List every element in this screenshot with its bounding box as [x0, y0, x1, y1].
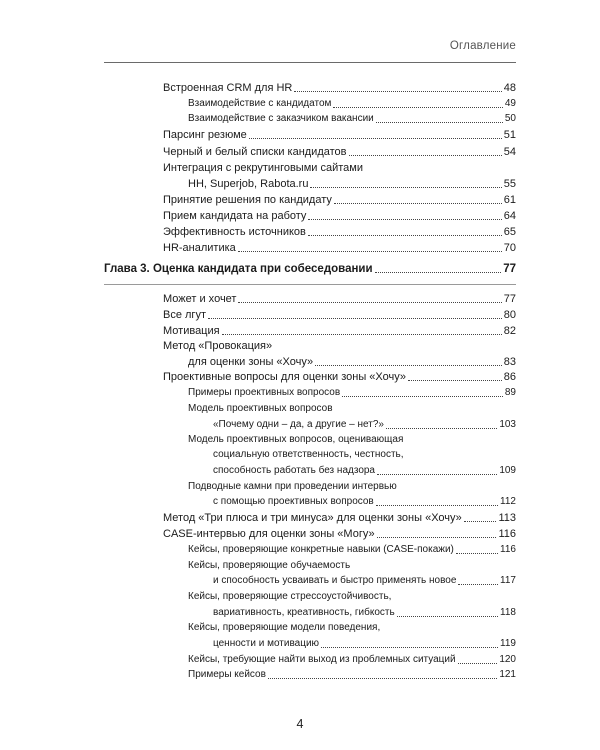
chapter-title: Глава 3. Оценка кандидата при собеседовании — [104, 263, 373, 275]
dot-leader — [333, 107, 502, 108]
toc-entry-page: 65 — [503, 226, 516, 238]
toc-entry[interactable] — [188, 177, 516, 191]
chapter-rule — [104, 284, 516, 285]
toc-entry-page: 82 — [503, 325, 516, 337]
toc-entry-page: 116 — [498, 528, 516, 540]
dot-leader — [349, 155, 502, 156]
toc-entry-label: Модель проективных вопросов, оценивающая — [188, 434, 404, 445]
toc-entry-label: Прием кандидата на работу — [163, 210, 307, 222]
toc-entry-label: Кейсы, требующие найти выход из проблемных ситуаций — [188, 654, 456, 665]
toc-entry-page: 54 — [503, 146, 516, 158]
dot-leader — [375, 272, 502, 273]
toc-entry-label: Мотивация — [163, 325, 220, 337]
toc-entry-label: социальную ответственность, честность, — [213, 449, 404, 460]
dot-leader — [376, 122, 503, 123]
toc-entry-label: Взаимодействие с кандидатом — [188, 98, 332, 109]
toc-entry[interactable] — [163, 511, 516, 525]
dot-leader — [208, 318, 502, 319]
toc-entry[interactable] — [188, 653, 516, 667]
dot-leader — [377, 474, 497, 475]
dot-leader — [294, 91, 501, 92]
toc-entry[interactable] — [213, 464, 516, 478]
running-header: Оглавление — [449, 40, 516, 52]
toc-entry[interactable] — [163, 225, 516, 239]
toc-entry-label: Проективные вопросы для оценки зоны «Хочу» — [163, 371, 406, 383]
toc-entry[interactable] — [213, 418, 516, 432]
toc-entry-page: 70 — [503, 242, 516, 254]
toc-entry-label: Может и хочет — [163, 293, 237, 305]
toc-entry-page: 48 — [503, 82, 516, 94]
toc-entry[interactable] — [163, 193, 516, 207]
dot-leader — [268, 678, 497, 679]
dot-leader — [408, 380, 502, 381]
page-number: 4 — [296, 717, 304, 731]
toc-entry-label: Интеграция с рекрутинговыми сайтами — [163, 162, 363, 174]
toc-entry[interactable] — [188, 668, 516, 682]
toc-entry-page: 89 — [504, 387, 516, 398]
toc-entry-page: 51 — [503, 129, 516, 141]
toc-entry-page: 109 — [499, 465, 516, 476]
dot-leader — [458, 663, 498, 664]
toc-entry-label: Примеры проективных вопросов — [188, 387, 341, 398]
toc-entry-label: Парсинг резюме — [163, 129, 247, 141]
toc-entry-label: Кейсы, проверяющие конкретные навыки (CASE-покажи) — [188, 544, 454, 555]
dot-leader — [308, 219, 501, 220]
dot-leader — [342, 396, 503, 397]
chapter-page: 77 — [503, 263, 516, 275]
toc-entry-label: и способность усваивать и быстро применять новое — [213, 575, 457, 586]
toc-entry-page: 50 — [504, 113, 516, 124]
toc-entry-label: Черный и белый списки кандидатов — [163, 146, 347, 158]
toc-entry-label: с помощью проективных вопросов — [213, 496, 374, 507]
toc-entry-label: для оценки зоны «Хочу» — [188, 356, 314, 368]
toc-entry-label: Примеры кейсов — [188, 669, 266, 680]
dot-leader — [458, 584, 498, 585]
toc-entry-page: 116 — [500, 544, 516, 555]
dot-leader — [456, 553, 498, 554]
toc-entry-label: Метод «Три плюса и три минуса» для оценки зоны «Хочу» — [163, 512, 462, 524]
toc-entry-label: «Почему одни – да, а другие – нет?» — [213, 419, 384, 430]
dot-leader — [386, 428, 497, 429]
toc-entry-label: Взаимодействие с заказчиком вакансии — [188, 113, 374, 124]
dot-leader — [310, 187, 501, 188]
toc-entry[interactable] — [163, 241, 516, 255]
toc-entry[interactable] — [213, 606, 516, 620]
toc-entry[interactable] — [188, 386, 516, 400]
toc-entry-label: Кейсы, проверяющие стрессоустойчивость, — [188, 591, 392, 602]
toc-entry-label: Метод «Провокация» — [163, 340, 273, 352]
toc-entry-page: 55 — [503, 178, 516, 190]
toc-entry-page: 119 — [500, 638, 516, 649]
toc-entry-label: HH, Superjob, Rabota.ru — [188, 178, 309, 190]
toc-entry-page: 112 — [500, 496, 516, 507]
toc-entry-label: CASE-интервью для оценки зоны «Могу» — [163, 528, 375, 540]
toc-entry-label: Модель проективных вопросов — [188, 403, 333, 414]
dot-leader — [222, 334, 502, 335]
dot-leader — [376, 505, 498, 506]
toc-entry[interactable] — [163, 308, 516, 322]
toc-entry-page: 121 — [499, 669, 516, 680]
toc-entry-page: 113 — [498, 512, 516, 524]
dot-leader — [377, 537, 497, 538]
dot-leader — [464, 521, 497, 522]
toc-entry-label: ценности и мотивацию — [213, 638, 320, 649]
toc-entry-page: 86 — [503, 371, 516, 383]
toc-entry-label: HR-аналитика — [163, 242, 236, 254]
toc-entry-page: 83 — [503, 356, 516, 368]
toc-entry-label: Эффективность источников — [163, 226, 306, 238]
toc-entry[interactable] — [188, 355, 516, 369]
toc-entry-page: 117 — [500, 575, 516, 586]
toc-entry[interactable] — [188, 543, 516, 557]
toc-entry[interactable] — [213, 637, 516, 651]
toc-entry-label: Кейсы, проверяющие обучаемость — [188, 560, 351, 571]
dot-leader — [249, 138, 502, 139]
toc-entry-page: 64 — [503, 210, 516, 222]
toc-entry[interactable] — [213, 495, 516, 509]
toc-entry-label: Все лгут — [163, 309, 206, 321]
toc-entry-label: способность работать без надзора — [213, 465, 375, 476]
toc-entry-page: 118 — [500, 607, 516, 618]
toc-entry[interactable] — [163, 128, 516, 142]
toc-entry-label: Встроенная CRM для HR — [163, 82, 293, 94]
toc-entry[interactable] — [163, 370, 516, 384]
dot-leader — [397, 616, 498, 617]
dot-leader — [334, 203, 502, 204]
dot-leader — [315, 365, 502, 366]
toc-entry-label: Принятие решения по кандидату — [163, 194, 332, 206]
toc-chapter-entry[interactable] — [104, 262, 516, 276]
toc-entry-page: 77 — [503, 293, 516, 305]
toc-entry-page: 80 — [503, 309, 516, 321]
toc-entry[interactable] — [163, 209, 516, 223]
toc-entry-page: 120 — [499, 654, 516, 665]
toc-entry-page: 103 — [499, 419, 516, 430]
toc-entry[interactable] — [163, 324, 516, 338]
toc-entry[interactable] — [163, 292, 516, 306]
toc-entry[interactable] — [213, 574, 516, 588]
dot-leader — [308, 235, 502, 236]
dot-leader — [238, 302, 501, 303]
toc-entry[interactable] — [163, 527, 516, 541]
toc-entry-page: 61 — [503, 194, 516, 206]
toc-entry-page: 49 — [504, 98, 516, 109]
toc-entry[interactable] — [163, 145, 516, 159]
dot-leader — [321, 647, 498, 648]
dot-leader — [238, 251, 502, 252]
toc-entry[interactable] — [163, 81, 516, 95]
toc-entry-label: Подводные камни при проведении интервью — [188, 481, 397, 492]
toc-entry-label: Кейсы, проверяющие модели поведения, — [188, 622, 381, 633]
toc-entry[interactable] — [188, 97, 516, 111]
toc-entry[interactable] — [188, 112, 516, 126]
toc-entry-label: вариативность, креативность, гибкость — [213, 607, 395, 618]
